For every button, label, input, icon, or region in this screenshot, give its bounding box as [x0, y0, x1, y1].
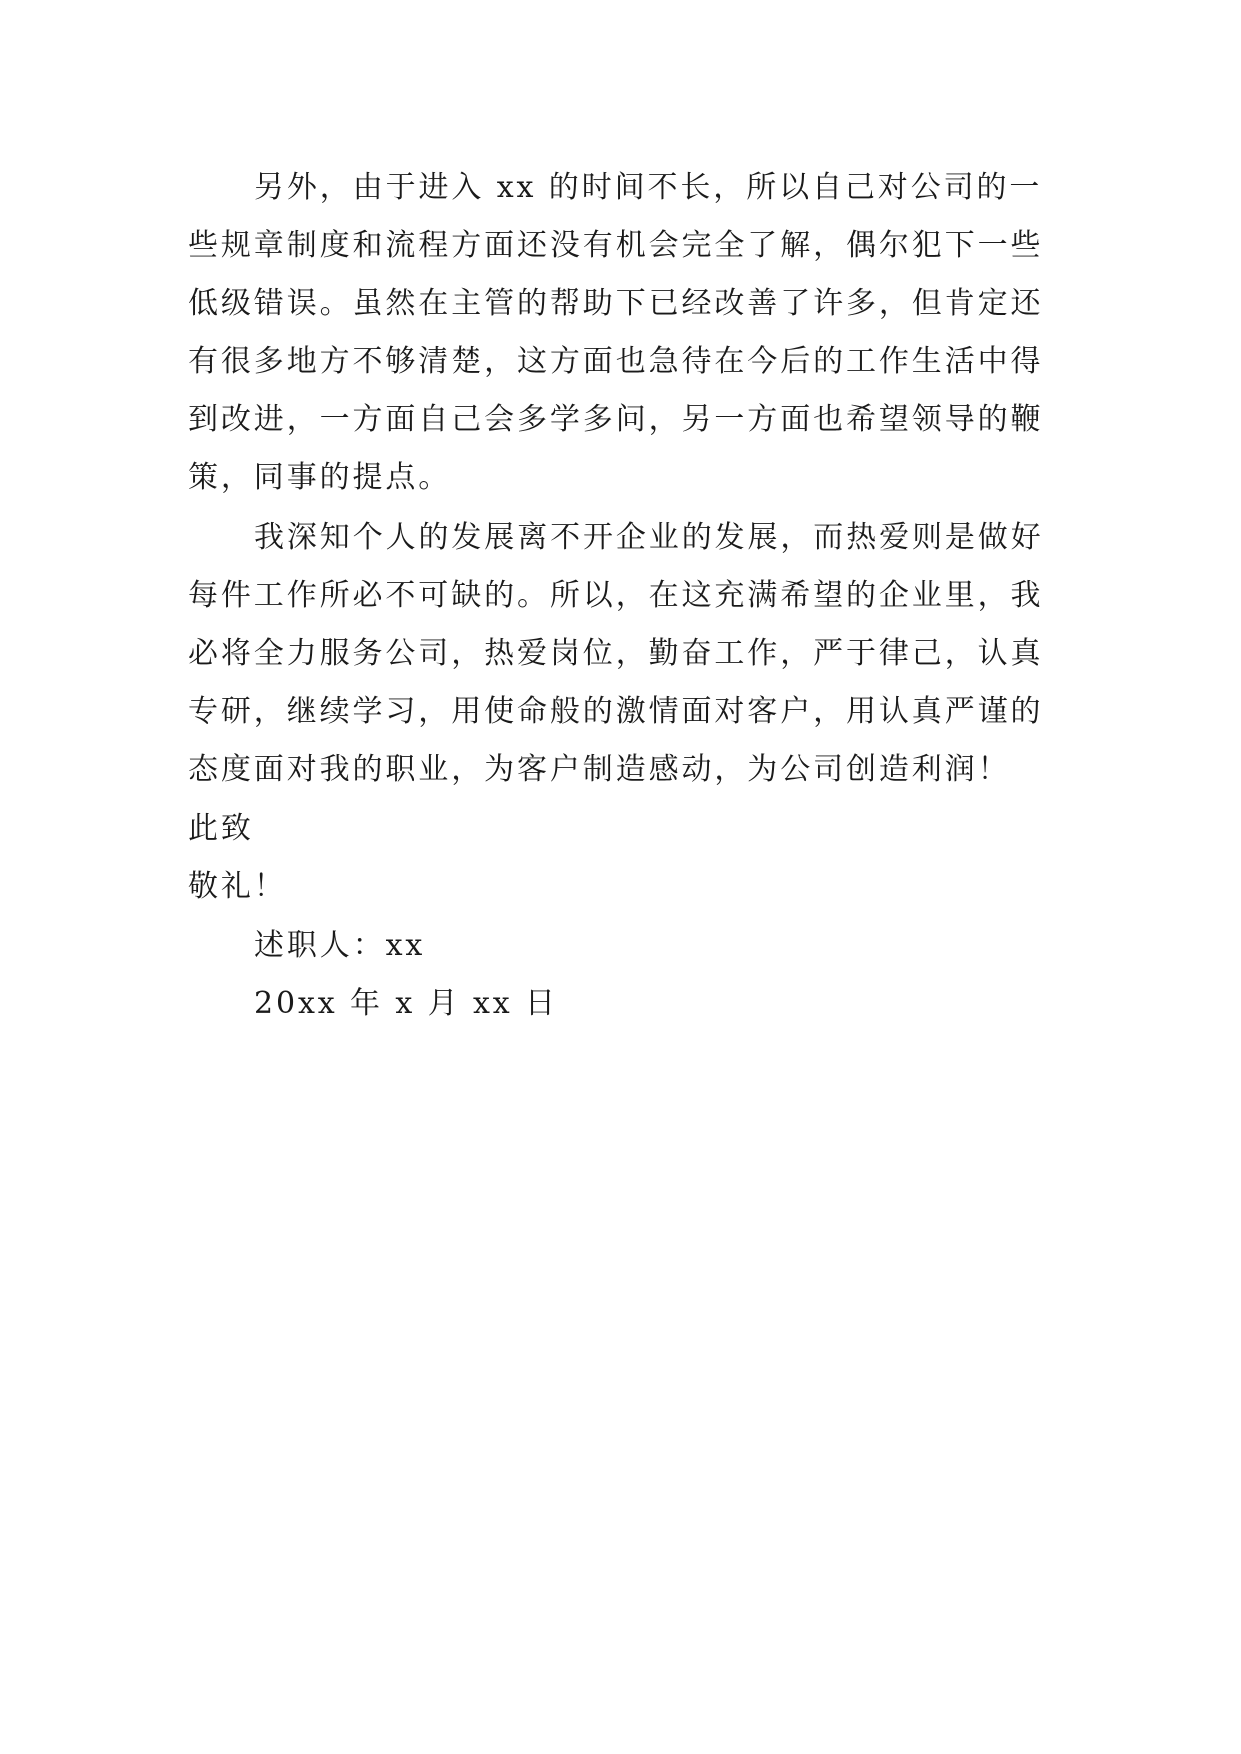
signature-name: 述职人：xx: [254, 928, 426, 963]
paragraph-1-line-3: 低级错误。虽然在主管的帮助下已经改善了许多，但肯定还: [188, 286, 1044, 321]
paragraph-2-line-5: 态度面对我的职业，为客户制造感动，为公司创造利润！: [188, 752, 1011, 787]
paragraph-2-line-3: 必将全力服务公司，热爱岗位，勤奋工作，严于律己，认真: [188, 636, 1044, 671]
paragraph-2-line-1: 我深知个人的发展离不开企业的发展，而热爱则是做好: [254, 520, 1044, 555]
paragraph-1-line-4: 有很多地方不够清楚，这方面也急待在今后的工作生活中得: [188, 344, 1044, 379]
paragraph-1-line-6: 策，同事的提点。: [188, 460, 452, 495]
closing-regards: 敬礼！: [188, 869, 287, 904]
paragraph-1-line-1: 另外，由于进入 xx 的时间不长，所以自己对公司的一: [254, 170, 1043, 205]
paragraph-1-line-5: 到改进，一方面自己会多学多问，另一方面也希望领导的鞭: [188, 402, 1044, 437]
signature-date: 20xx 年 x 月 xx 日: [254, 986, 558, 1021]
paragraph-2-line-4: 专研，继续学习，用使命般的激情面对客户，用认真严谨的: [188, 694, 1044, 729]
paragraph-1: [188, 159, 1058, 507]
closing-salutation: 此致: [188, 811, 254, 846]
paragraph-2-line-2: 每件工作所必不可缺的。所以，在这充满希望的企业里，我: [188, 578, 1044, 613]
paragraph-2: [188, 509, 1058, 799]
paragraph-1-line-2: 些规章制度和流程方面还没有机会完全了解，偶尔犯下一些: [188, 228, 1044, 263]
